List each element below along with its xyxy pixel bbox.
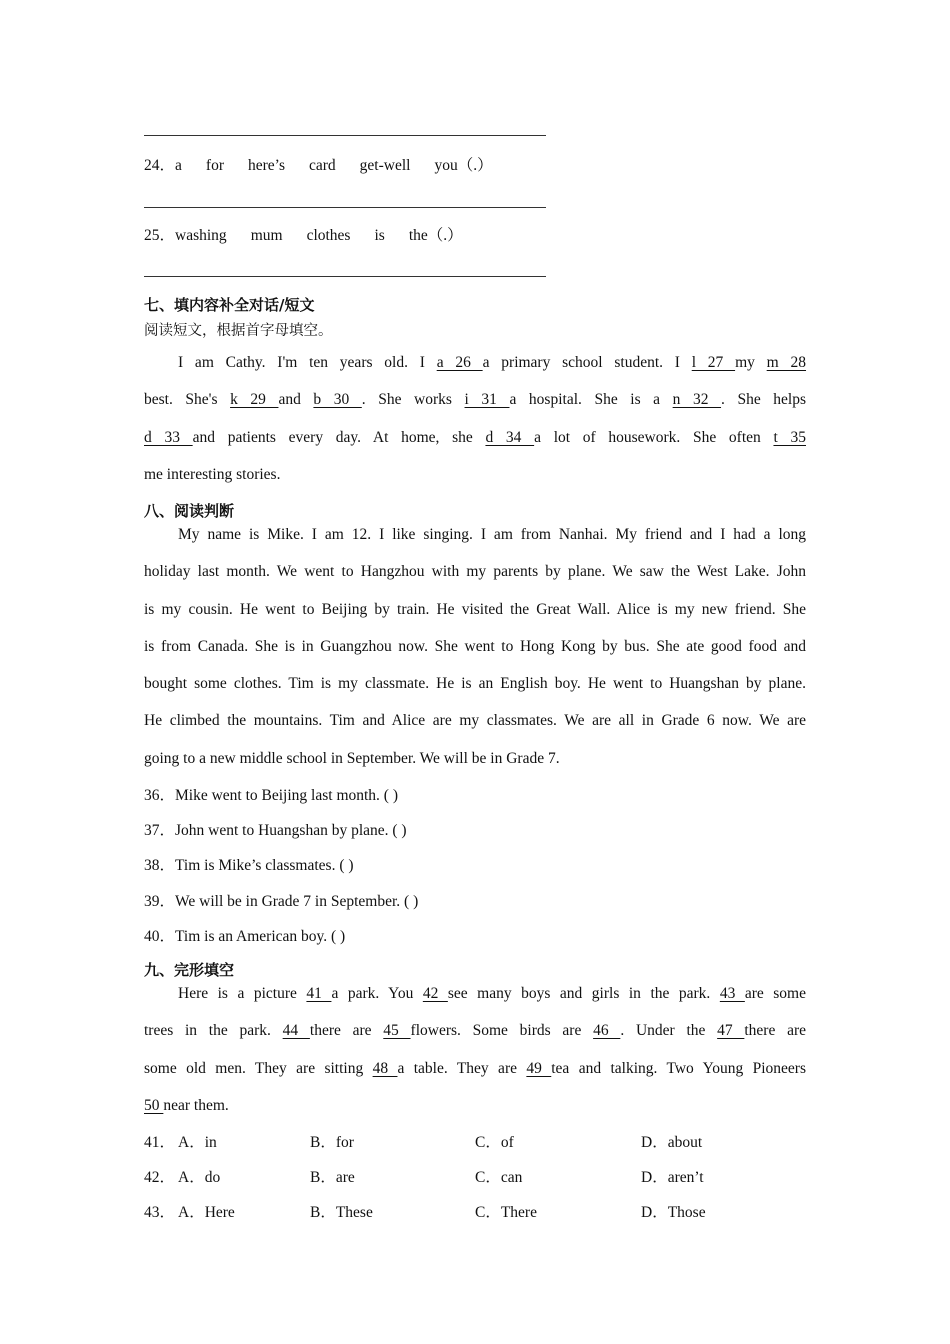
blank-31[interactable]: i 31: [464, 391, 510, 409]
passage-line: Here is a picture 41 a park. You 42 see many boys and girls in the park. 43 are some: [178, 985, 806, 1002]
blank-46[interactable]: 46: [593, 1022, 621, 1040]
blank-45[interactable]: 45: [383, 1022, 411, 1040]
passage-line: bought some clothes. Tim is my classmate. He is an English boy. He went to Huangshan by plane.: [144, 675, 806, 693]
blank-26[interactable]: a 26: [436, 354, 483, 371]
judge-question-38[interactable]: 38．Tim is Mike’s classmates. ( ): [144, 857, 354, 874]
answer-line[interactable]: [144, 207, 546, 208]
question-number: 25．: [144, 227, 176, 244]
blank-44[interactable]: 44: [282, 1022, 310, 1040]
judge-question-39[interactable]: 39．We will be in Grade 7 in September. ( ): [144, 893, 419, 910]
passage-line: I am Cathy. I'm ten years old. I a 26 a primary school student. I l 27 my m 28: [178, 354, 807, 371]
option-a[interactable]: A．do: [178, 1169, 221, 1186]
blank-30[interactable]: b 30: [313, 391, 362, 409]
option-c[interactable]: C．can: [475, 1169, 523, 1186]
question-number: 41．: [144, 1134, 176, 1151]
judge-question-36[interactable]: 36．Mike went to Beijing last month. ( ): [144, 787, 399, 804]
option-a[interactable]: A．in: [178, 1134, 217, 1151]
option-b[interactable]: B．for: [310, 1134, 354, 1151]
passage-line: d 33 and patients every day. At home, she d 34 a lot of housework. She often t 35: [144, 428, 806, 446]
option-d[interactable]: D．aren’t: [641, 1169, 704, 1186]
option-c[interactable]: C．There: [475, 1204, 537, 1221]
passage-line: is from Canada. She is in Guangzhou now. She went to Hong Kong by bus. She ate good food and: [144, 637, 806, 655]
passage-line: going to a new middle school in September. We will be in Grade 7.: [144, 749, 560, 767]
judge-question-37[interactable]: 37．John went to Huangshan by plane. ( ): [144, 822, 407, 839]
blank-35[interactable]: t 35: [773, 428, 806, 446]
section-8-title: 八、阅读判断: [144, 502, 235, 520]
section-9-title: 九、完形填空: [144, 961, 235, 979]
passage-line: My name is Mike. I am 12. I like singing. I am from Nanhai. My friend and I had a long: [178, 526, 806, 543]
blank-27[interactable]: l 27: [691, 354, 736, 371]
options-row-42: [144, 1165, 806, 1185]
blank-29[interactable]: k 29: [230, 391, 279, 409]
blank-43[interactable]: 43: [719, 985, 745, 1002]
passage-line: some old men. They are sitting 48 a table. They are 49 tea and talking. Two Young Pioneers: [144, 1059, 806, 1077]
answer-line[interactable]: [144, 135, 546, 136]
question-number: 43．: [144, 1204, 176, 1221]
blank-42[interactable]: 42: [422, 985, 448, 1002]
blank-33[interactable]: d 33: [144, 428, 193, 446]
cloze-passage-2: [144, 975, 806, 1124]
question-24: 24．a for here’s card get-well you（.）: [144, 157, 493, 174]
section-7-instruction: 阅读短文，根据首字母填空。: [144, 323, 333, 339]
blank-49[interactable]: 49: [526, 1059, 552, 1077]
option-d[interactable]: D．Those: [641, 1204, 706, 1221]
option-c[interactable]: C．of: [475, 1134, 514, 1151]
option-d[interactable]: D．about: [641, 1134, 703, 1151]
section-7-title: 七、填内容补全对话/短文: [144, 296, 315, 314]
options-row-41: [144, 1130, 806, 1150]
passage-line: me interesting stories.: [144, 465, 281, 483]
blank-41[interactable]: 41: [306, 985, 332, 1002]
question-25: 25．washing mum clothes is the（.）: [144, 227, 463, 244]
blank-47[interactable]: 47: [717, 1022, 745, 1040]
blank-28[interactable]: m 28: [766, 354, 807, 371]
option-b[interactable]: B．are: [310, 1169, 355, 1186]
passage-line: trees in the park. 44 there are 45 flowers. Some birds are 46 . Under the 47 there are: [144, 1022, 807, 1040]
reading-passage: [144, 516, 806, 777]
blank-34[interactable]: d 34: [485, 428, 535, 446]
answer-line[interactable]: [144, 276, 546, 277]
options-row-43: [144, 1200, 806, 1220]
passage-line: holiday last month. We went to Hangzhou with my parents by plane. We saw the West Lake. John: [144, 563, 806, 581]
passage-line: He climbed the mountains. Tim and Alice are my classmates. We are all in Grade 6 now. We are: [144, 712, 806, 730]
blank-50[interactable]: 50: [144, 1096, 164, 1114]
question-number: 42．: [144, 1169, 176, 1186]
passage-line: 50 near them.: [144, 1096, 229, 1114]
blank-32[interactable]: n 32: [672, 391, 722, 409]
passage-line: is my cousin. He went to Beijing by train. He visited the Great Wall. Alice is my new friend. She: [144, 600, 806, 618]
cloze-passage-1: [144, 344, 806, 493]
passage-line: best. She's k 29 and b 30 . She works i 31 a hospital. She is a n 32 . She helps: [144, 391, 807, 409]
question-number: 24．: [144, 157, 176, 174]
option-b[interactable]: B．These: [310, 1204, 373, 1221]
blank-48[interactable]: 48: [372, 1059, 398, 1077]
option-a[interactable]: A．Here: [178, 1204, 235, 1221]
judge-question-40[interactable]: 40．Tim is an American boy. ( ): [144, 928, 346, 945]
